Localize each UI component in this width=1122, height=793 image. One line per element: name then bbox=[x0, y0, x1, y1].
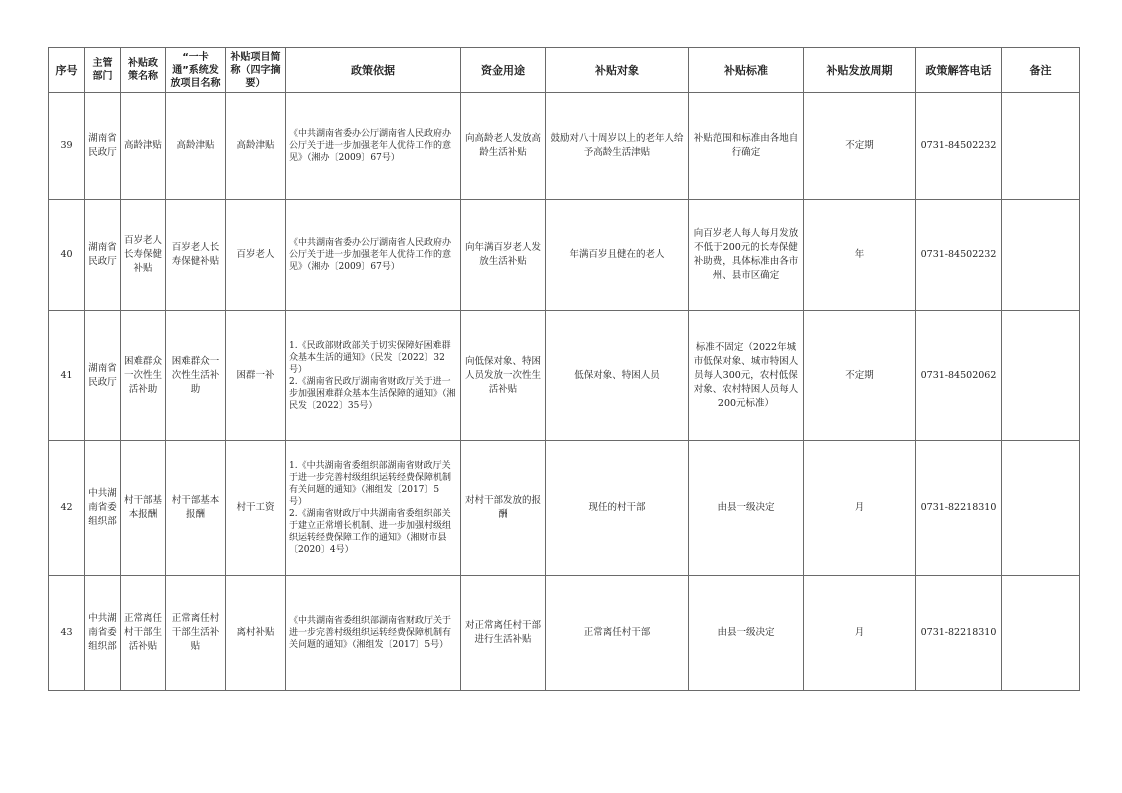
row-phone: 0731-82218310 bbox=[916, 441, 1002, 576]
header-policy-name: 补贴政策名称 bbox=[121, 48, 166, 93]
row-basis: 《中共湖南省委组织部湖南省财政厅关于进一步完善村级组织运转经费保障机制有关问题的通知》（湘组发〔2017〕5号） bbox=[286, 576, 461, 691]
row-use: 向低保对象、特困人员发放一次性生活补贴 bbox=[461, 311, 546, 441]
header-use: 资金用途 bbox=[461, 48, 546, 93]
row-cycle: 不定期 bbox=[804, 93, 916, 200]
row-cycle: 不定期 bbox=[804, 311, 916, 441]
row-note bbox=[1002, 441, 1080, 576]
row-policy-name: 困难群众一次性生活补助 bbox=[121, 311, 166, 441]
row-use: 对正常离任村干部进行生活补贴 bbox=[461, 576, 546, 691]
row-use: 对村干部发放的报酬 bbox=[461, 441, 546, 576]
row-target: 鼓励对八十周岁以上的老年人给予高龄生活津贴 bbox=[546, 93, 689, 200]
row-no: 39 bbox=[49, 93, 85, 200]
header-basis: 政策依据 bbox=[286, 48, 461, 93]
row-note bbox=[1002, 576, 1080, 691]
table-row bbox=[49, 311, 1080, 441]
subsidy-table bbox=[48, 47, 1080, 691]
row-abbr: 离村补贴 bbox=[226, 576, 286, 691]
row-target: 正常离任村干部 bbox=[546, 576, 689, 691]
row-use: 向高龄老人发放高龄生活补贴 bbox=[461, 93, 546, 200]
header-no: 序号 bbox=[49, 48, 85, 93]
row-target: 低保对象、特困人员 bbox=[546, 311, 689, 441]
row-cycle: 年 bbox=[804, 200, 916, 311]
row-policy-name: 村干部基本报酬 bbox=[121, 441, 166, 576]
row-note bbox=[1002, 93, 1080, 200]
header-note: 备注 bbox=[1002, 48, 1080, 93]
row-system-item: 高龄津贴 bbox=[166, 93, 226, 200]
row-no: 40 bbox=[49, 200, 85, 311]
row-no: 41 bbox=[49, 311, 85, 441]
row-no: 42 bbox=[49, 441, 85, 576]
row-abbr: 困群一补 bbox=[226, 311, 286, 441]
row-standard: 向百岁老人每人每月发放不低于200元的长寿保健补助费，具体标准由各市州、县市区确定 bbox=[689, 200, 804, 311]
row-no: 43 bbox=[49, 576, 85, 691]
row-system-item: 正常离任村干部生活补贴 bbox=[166, 576, 226, 691]
table-row bbox=[49, 441, 1080, 576]
table-row bbox=[49, 576, 1080, 691]
header-standard: 补贴标准 bbox=[689, 48, 804, 93]
row-standard: 由县一级决定 bbox=[689, 576, 804, 691]
row-dept: 中共湖南省委组织部 bbox=[85, 576, 121, 691]
row-policy-name: 高龄津贴 bbox=[121, 93, 166, 200]
header-dept: 主管部门 bbox=[85, 48, 121, 93]
row-cycle: 月 bbox=[804, 441, 916, 576]
table-row bbox=[49, 93, 1080, 200]
row-abbr: 村干工资 bbox=[226, 441, 286, 576]
row-system-item: 村干部基本报酬 bbox=[166, 441, 226, 576]
row-basis: 1.《中共湖南省委组织部湖南省财政厅关于进一步完善村级组织运转经费保障机制有关问题的通知》（湘组发〔2017〕5号） 2.《湖南省财政厅中共湖南省委组织部关于建立正常增长机制、进一步加强村级组织运转经费保障工作的通知》（湘财市县〔2020〕4号） bbox=[286, 441, 461, 576]
row-note bbox=[1002, 311, 1080, 441]
header-abbr: 补贴项目简称（四字摘要） bbox=[226, 48, 286, 93]
row-standard: 标准不固定（2022年城市低保对象、城市特困人员每人300元，农村低保对象、农村特困人员每人200元标准） bbox=[689, 311, 804, 441]
header-target: 补贴对象 bbox=[546, 48, 689, 93]
row-target: 年满百岁且健在的老人 bbox=[546, 200, 689, 311]
row-dept: 中共湖南省委组织部 bbox=[85, 441, 121, 576]
row-policy-name: 百岁老人长寿保健补贴 bbox=[121, 200, 166, 311]
row-standard: 补贴范围和标准由各地自行确定 bbox=[689, 93, 804, 200]
header-phone: 政策解答电话 bbox=[916, 48, 1002, 93]
row-dept: 湖南省民政厅 bbox=[85, 93, 121, 200]
table-header-row bbox=[49, 48, 1080, 93]
row-dept: 湖南省民政厅 bbox=[85, 311, 121, 441]
row-system-item: 困难群众一次性生活补助 bbox=[166, 311, 226, 441]
row-phone: 0731-84502062 bbox=[916, 311, 1002, 441]
row-abbr: 百岁老人 bbox=[226, 200, 286, 311]
row-dept: 湖南省民政厅 bbox=[85, 200, 121, 311]
row-policy-name: 正常离任村干部生活补贴 bbox=[121, 576, 166, 691]
row-phone: 0731-84502232 bbox=[916, 200, 1002, 311]
row-phone: 0731-82218310 bbox=[916, 576, 1002, 691]
row-use: 向年满百岁老人发放生活补贴 bbox=[461, 200, 546, 311]
row-system-item: 百岁老人长寿保健补贴 bbox=[166, 200, 226, 311]
header-system-item: “一卡通”系统发放项目名称 bbox=[166, 48, 226, 93]
row-target: 现任的村干部 bbox=[546, 441, 689, 576]
row-basis: 《中共湖南省委办公厅湖南省人民政府办公厅关于进一步加强老年人优待工作的意见》（湘办〔2009〕67号） bbox=[286, 200, 461, 311]
row-phone: 0731-84502232 bbox=[916, 93, 1002, 200]
row-basis: 《中共湖南省委办公厅湖南省人民政府办公厅关于进一步加强老年人优待工作的意见》（湘办〔2009〕67号） bbox=[286, 93, 461, 200]
row-standard: 由县一级决定 bbox=[689, 441, 804, 576]
table-row bbox=[49, 200, 1080, 311]
header-cycle: 补贴发放周期 bbox=[804, 48, 916, 93]
row-basis: 1.《民政部财政部关于切实保障好困难群众基本生活的通知》（民发〔2022〕32号） 2.《湖南省民政厅湖南省财政厅关于进一步加强困难群众基本生活保障的通知》（湘民发〔2022〕35号） bbox=[286, 311, 461, 441]
row-note bbox=[1002, 200, 1080, 311]
row-cycle: 月 bbox=[804, 576, 916, 691]
row-abbr: 高龄津贴 bbox=[226, 93, 286, 200]
